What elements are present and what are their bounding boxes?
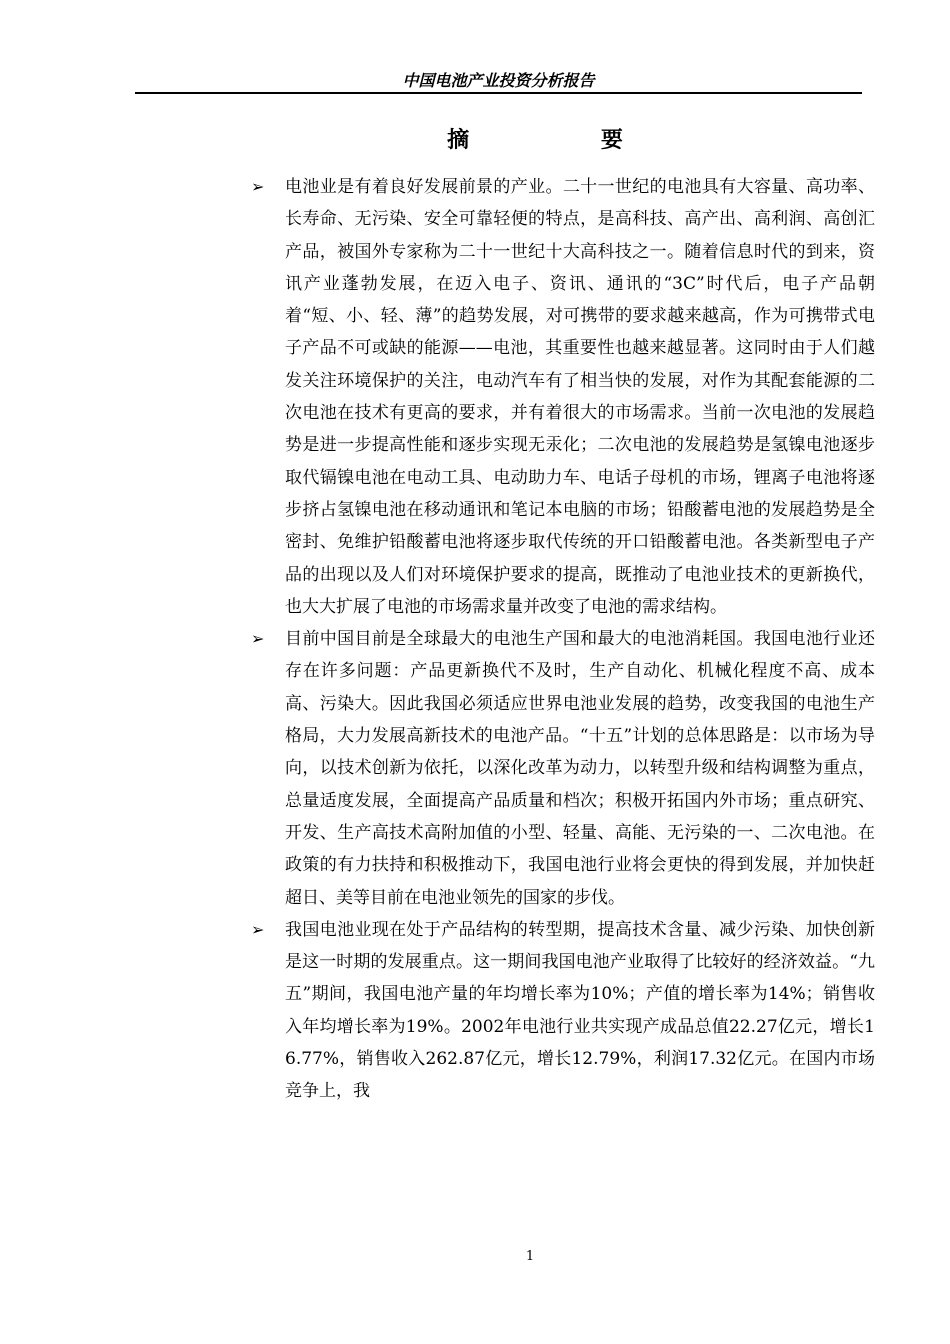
- bullet-arrow-icon: ➢: [251, 919, 265, 939]
- paragraph: 目前中国目前是全球最大的电池生产国和最大的电池消耗国。我国电池行业还存在许多问题：产品更新换代不及时，生产自动化、机械化程度不高、成本高、污染大。因此我国必须适应世界电池业发展的趋势，改变我国的电池生产格局，大力发展高新技术的电池产品。“十五”计划的总体思路是：以市场为导向，以技术创新为依托，以深化改革为动力，以转型升级和结构调整为重点，总量适度发展，全面提高产品质量和档次；积极开拓国内外市场；重点研究、开发、生产高技术高附加值的小型、轻量、高能、无污染的一、二次电池。在政策的有力扶持和积极推动下，我国电池行业将会更快的得到发展，并加快赶超日、美等目前在电池业领先的国家的步伐。: [285, 629, 875, 908]
- paragraph: 我国电池业现在处于产品结构的转型期，提高技术含量、减少污染、加快创新是这一时期的发展重点。这一期间我国电池产业取得了比较好的经济效益。“九五”期间，我国电池产量的年均增长率为10%；产值的增长率为14%；销售收入年均增长率为19%。2002年电池行业共实现产成品总值22.27亿元，增长16.77%，销售收入262.87亿元，增长12.79%，利润17.32亿元。在国内市场竞争上，我: [285, 919, 875, 1102]
- summary-list: [0, 171, 950, 1108]
- bullet-arrow-icon: ➢: [251, 629, 265, 649]
- running-header: 中国电池产业投资分析报告: [402, 71, 595, 90]
- header-rule: [135, 92, 862, 94]
- section-title: 摘 要: [447, 128, 685, 153]
- list-item: [0, 171, 950, 623]
- page-number: 1: [525, 1249, 535, 1264]
- list-item: [0, 623, 950, 914]
- paragraph: 电池业是有着良好发展前景的产业。二十一世纪的电池具有大容量、高功率、长寿命、无污染、安全可靠轻便的特点，是高科技、高产出、高利润、高创汇产品，被国外专家称为二十一世纪十大高科技之一。随着信息时代的到来，资讯产业蓬勃发展，在迈入电子、资讯、通讯的“3C”时代后，电子产品朝着“短、小、轻、薄”的趋势发展，对可携带的要求越来越高，作为可携带式电子产品不可或缺的能源——电池，其重要性也越来越显著。这同时由于人们越发关注环境保护的关注，电动汽车有了相当快的发展，对作为其配套能源的二次电池在技术有更高的要求，并有着很大的市场需求。当前一次电池的发展趋势是进一步提高性能和逐步实现无汞化；二次电池的发展趋势是氢镍电池逐步取代镉镍电池在电动工具、电动助力车、电话子母机的市场，锂离子电池将逐步挤占氢镍电池在移动通讯和笔记本电脑的市场；铅酸蓄电池的发展趋势是全密封、免维护铅酸蓄电池将逐步取代传统的开口铅酸蓄电池。各类新型电子产品的出现以及人们对环境保护要求的提高，既推动了电池业技术的更新换代，也大大扩展了电池的市场需求量并改变了电池的需求结构。: [285, 177, 875, 617]
- list-item: [0, 914, 950, 1108]
- bullet-arrow-icon: ➢: [251, 177, 265, 196]
